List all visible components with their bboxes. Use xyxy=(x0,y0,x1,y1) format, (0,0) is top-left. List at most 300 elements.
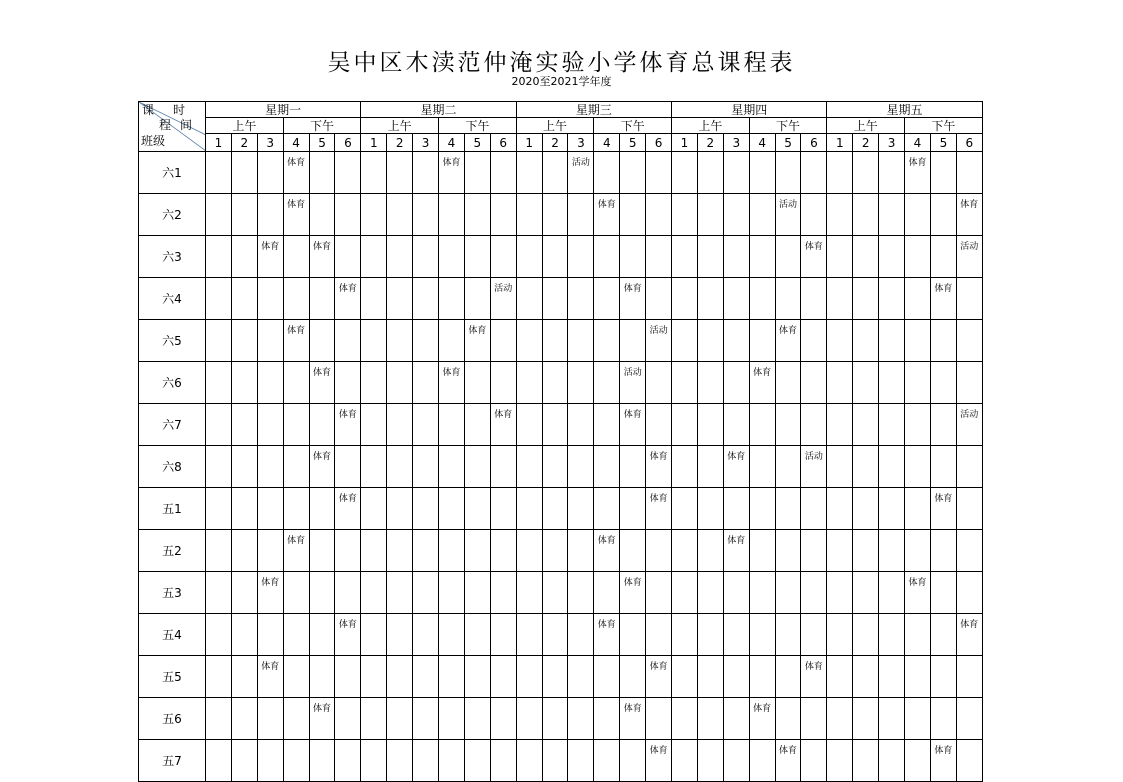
schedule-cell xyxy=(646,278,672,320)
schedule-cell xyxy=(283,698,309,740)
day-header: 星期一 xyxy=(206,102,361,118)
schedule-cell xyxy=(594,152,620,194)
schedule-cell xyxy=(387,152,413,194)
schedule-cell xyxy=(930,572,956,614)
schedule-cell xyxy=(516,320,542,362)
period-number: 6 xyxy=(956,134,982,152)
schedule-cell xyxy=(464,404,490,446)
schedule-cell xyxy=(723,194,749,236)
page-title: 吴中区木渎范仲淹实验小学体育总课程表 xyxy=(327,50,796,76)
schedule-cell: 活动 xyxy=(568,152,594,194)
schedule-cell xyxy=(335,320,361,362)
schedule-cell xyxy=(542,194,568,236)
schedule-cell xyxy=(697,530,723,572)
schedule-cell xyxy=(697,152,723,194)
schedule-cell xyxy=(594,362,620,404)
schedule-cell xyxy=(206,740,232,782)
schedule-cell xyxy=(827,572,853,614)
schedule-cell: 体育 xyxy=(439,152,465,194)
schedule-cell xyxy=(827,698,853,740)
schedule-cell xyxy=(335,698,361,740)
schedule-cell xyxy=(853,404,879,446)
schedule-cell: 体育 xyxy=(309,236,335,278)
schedule-cell xyxy=(956,278,982,320)
class-name-cell: 五3 xyxy=(139,572,206,614)
schedule-cell xyxy=(413,194,439,236)
schedule-cell xyxy=(594,278,620,320)
page-subtitle: 2020至2021学年度 xyxy=(511,75,612,88)
day-header-row xyxy=(139,102,983,118)
schedule-cell xyxy=(594,488,620,530)
schedule-cell xyxy=(257,320,283,362)
period-number: 6 xyxy=(646,134,672,152)
schedule-cell xyxy=(930,446,956,488)
schedule-cell xyxy=(206,320,232,362)
schedule-cell: 体育 xyxy=(723,530,749,572)
schedule-cell xyxy=(697,572,723,614)
schedule-cell xyxy=(672,656,698,698)
schedule-cell xyxy=(490,488,516,530)
schedule-cell: 体育 xyxy=(646,488,672,530)
schedule-cell xyxy=(594,236,620,278)
schedule-cell xyxy=(646,236,672,278)
schedule-cell xyxy=(231,362,257,404)
schedule-cell xyxy=(646,152,672,194)
schedule-cell xyxy=(568,404,594,446)
schedule-cell xyxy=(775,236,801,278)
schedule-cell xyxy=(231,656,257,698)
class-row xyxy=(139,152,983,194)
schedule-cell xyxy=(335,530,361,572)
schedule-cell xyxy=(879,152,905,194)
class-name-cell: 六7 xyxy=(139,404,206,446)
schedule-cell: 体育 xyxy=(309,698,335,740)
period-number: 1 xyxy=(827,134,853,152)
schedule-cell xyxy=(749,320,775,362)
schedule-cell xyxy=(620,236,646,278)
class-name-cell: 六1 xyxy=(139,152,206,194)
schedule-cell xyxy=(231,404,257,446)
afternoon-header: 下午 xyxy=(594,118,672,134)
schedule-cell xyxy=(542,404,568,446)
schedule-cell xyxy=(620,740,646,782)
schedule-cell xyxy=(257,446,283,488)
schedule-cell xyxy=(801,362,827,404)
schedule-cell: 体育 xyxy=(335,488,361,530)
schedule-cell xyxy=(413,530,439,572)
schedule-cell xyxy=(827,236,853,278)
schedule-cell xyxy=(879,488,905,530)
schedule-table xyxy=(138,101,983,782)
schedule-cell xyxy=(231,572,257,614)
class-row xyxy=(139,530,983,572)
schedule-cell xyxy=(439,404,465,446)
schedule-cell xyxy=(257,530,283,572)
schedule-cell xyxy=(361,740,387,782)
schedule-cell xyxy=(905,236,931,278)
corner-label-ke: 课 xyxy=(142,103,155,117)
schedule-cell xyxy=(646,698,672,740)
schedule-cell xyxy=(387,698,413,740)
schedule-cell xyxy=(413,698,439,740)
schedule-cell xyxy=(905,656,931,698)
schedule-cell xyxy=(283,488,309,530)
schedule-cell xyxy=(749,152,775,194)
schedule-cell xyxy=(827,614,853,656)
class-name-cell: 六4 xyxy=(139,278,206,320)
schedule-cell xyxy=(464,236,490,278)
class-name-cell: 五5 xyxy=(139,656,206,698)
schedule-cell xyxy=(361,194,387,236)
schedule-cell xyxy=(956,488,982,530)
schedule-cell xyxy=(387,320,413,362)
schedule-cell: 体育 xyxy=(775,740,801,782)
schedule-cell xyxy=(697,614,723,656)
schedule-cell xyxy=(231,446,257,488)
schedule-cell xyxy=(723,236,749,278)
period-number: 4 xyxy=(749,134,775,152)
schedule-cell: 体育 xyxy=(283,152,309,194)
schedule-cell xyxy=(749,278,775,320)
period-number: 1 xyxy=(516,134,542,152)
schedule-cell xyxy=(879,236,905,278)
schedule-cell xyxy=(749,530,775,572)
schedule-cell xyxy=(775,278,801,320)
schedule-cell xyxy=(620,446,646,488)
period-number: 4 xyxy=(594,134,620,152)
schedule-cell xyxy=(568,446,594,488)
schedule-cell xyxy=(697,446,723,488)
class-name-cell: 五4 xyxy=(139,614,206,656)
schedule-cell xyxy=(853,446,879,488)
corner-label-banji: 班级 xyxy=(141,134,166,148)
schedule-cell xyxy=(801,740,827,782)
schedule-cell xyxy=(749,572,775,614)
schedule-cell: 体育 xyxy=(283,530,309,572)
schedule-cell xyxy=(464,530,490,572)
class-row xyxy=(139,488,983,530)
schedule-cell xyxy=(672,698,698,740)
schedule-cell xyxy=(801,152,827,194)
period-number: 5 xyxy=(930,134,956,152)
schedule-cell xyxy=(801,278,827,320)
schedule-cell: 体育 xyxy=(620,572,646,614)
schedule-cell: 活动 xyxy=(956,404,982,446)
period-number: 3 xyxy=(257,134,283,152)
class-name-cell: 六6 xyxy=(139,362,206,404)
schedule-cell xyxy=(516,236,542,278)
schedule-cell xyxy=(956,152,982,194)
schedule-cell xyxy=(335,572,361,614)
schedule-cell xyxy=(956,362,982,404)
schedule-cell xyxy=(905,362,931,404)
schedule-cell xyxy=(930,194,956,236)
schedule-cell xyxy=(905,446,931,488)
schedule-cell xyxy=(568,656,594,698)
schedule-cell xyxy=(723,740,749,782)
schedule-cell xyxy=(568,278,594,320)
schedule-cell xyxy=(697,656,723,698)
schedule-cell xyxy=(827,530,853,572)
schedule-cell xyxy=(439,194,465,236)
schedule-cell xyxy=(723,320,749,362)
schedule-cell xyxy=(672,530,698,572)
schedule-cell xyxy=(387,404,413,446)
schedule-cell xyxy=(568,530,594,572)
schedule-cell xyxy=(413,152,439,194)
schedule-cell xyxy=(853,152,879,194)
schedule-cell: 体育 xyxy=(490,404,516,446)
schedule-cell xyxy=(516,698,542,740)
schedule-cell xyxy=(775,488,801,530)
schedule-cell xyxy=(542,236,568,278)
schedule-cell xyxy=(439,614,465,656)
schedule-cell xyxy=(361,152,387,194)
schedule-cell xyxy=(775,152,801,194)
schedule-cell xyxy=(697,320,723,362)
schedule-cell xyxy=(594,740,620,782)
schedule-cell xyxy=(206,404,232,446)
schedule-cell xyxy=(542,572,568,614)
schedule-cell xyxy=(853,698,879,740)
schedule-cell xyxy=(879,278,905,320)
schedule-cell xyxy=(206,488,232,530)
schedule-cell xyxy=(930,320,956,362)
schedule-cell xyxy=(206,152,232,194)
schedule-cell xyxy=(361,698,387,740)
schedule-cell xyxy=(387,278,413,320)
day-header: 星期五 xyxy=(827,102,982,118)
schedule-cell xyxy=(439,278,465,320)
schedule-cell xyxy=(646,614,672,656)
schedule-cell xyxy=(206,362,232,404)
schedule-cell xyxy=(439,320,465,362)
schedule-cell xyxy=(905,614,931,656)
schedule-cell xyxy=(853,530,879,572)
schedule-cell xyxy=(490,446,516,488)
schedule-cell xyxy=(413,236,439,278)
class-row xyxy=(139,404,983,446)
schedule-cell xyxy=(542,446,568,488)
period-number: 1 xyxy=(206,134,232,152)
schedule-cell xyxy=(620,194,646,236)
schedule-cell xyxy=(879,362,905,404)
corner-label-shi: 时 xyxy=(173,103,186,117)
schedule-cell xyxy=(413,320,439,362)
schedule-cell: 体育 xyxy=(620,404,646,446)
period-number: 2 xyxy=(231,134,257,152)
schedule-cell xyxy=(309,194,335,236)
schedule-cell xyxy=(775,656,801,698)
class-name-cell: 六2 xyxy=(139,194,206,236)
class-row xyxy=(139,320,983,362)
schedule-cell: 体育 xyxy=(646,740,672,782)
schedule-cell xyxy=(620,614,646,656)
period-number: 3 xyxy=(568,134,594,152)
schedule-cell xyxy=(672,194,698,236)
schedule-cell xyxy=(827,404,853,446)
schedule-cell: 体育 xyxy=(646,656,672,698)
schedule-cell xyxy=(361,530,387,572)
schedule-cell xyxy=(672,320,698,362)
schedule-cell xyxy=(827,152,853,194)
class-row xyxy=(139,446,983,488)
class-name-cell: 六8 xyxy=(139,446,206,488)
schedule-cell xyxy=(879,194,905,236)
class-row xyxy=(139,740,983,782)
schedule-cell xyxy=(801,194,827,236)
schedule-cell: 体育 xyxy=(335,404,361,446)
schedule-cell xyxy=(231,614,257,656)
period-number: 1 xyxy=(672,134,698,152)
period-number: 6 xyxy=(801,134,827,152)
schedule-cell: 体育 xyxy=(257,656,283,698)
schedule-cell xyxy=(231,488,257,530)
schedule-cell xyxy=(801,488,827,530)
schedule-cell: 体育 xyxy=(464,320,490,362)
schedule-cell xyxy=(361,446,387,488)
schedule-cell xyxy=(283,740,309,782)
schedule-cell xyxy=(749,194,775,236)
schedule-cell xyxy=(568,740,594,782)
schedule-cell xyxy=(827,362,853,404)
schedule-cell xyxy=(853,278,879,320)
period-number: 5 xyxy=(620,134,646,152)
schedule-cell xyxy=(905,278,931,320)
schedule-cell xyxy=(490,194,516,236)
schedule-cell xyxy=(542,362,568,404)
schedule-cell xyxy=(905,404,931,446)
schedule-cell xyxy=(930,530,956,572)
period-number: 5 xyxy=(775,134,801,152)
schedule-cell xyxy=(387,194,413,236)
class-row xyxy=(139,194,983,236)
schedule-cell xyxy=(930,236,956,278)
schedule-cell xyxy=(853,194,879,236)
day-header: 星期二 xyxy=(361,102,516,118)
schedule-cell xyxy=(516,362,542,404)
schedule-cell xyxy=(853,236,879,278)
schedule-cell xyxy=(464,362,490,404)
schedule-cell xyxy=(206,446,232,488)
schedule-cell xyxy=(516,656,542,698)
class-name-cell: 六5 xyxy=(139,320,206,362)
schedule-cell xyxy=(413,278,439,320)
schedule-cell xyxy=(231,194,257,236)
schedule-cell xyxy=(672,152,698,194)
schedule-cell xyxy=(801,614,827,656)
schedule-cell xyxy=(827,320,853,362)
schedule-cell xyxy=(697,278,723,320)
schedule-cell xyxy=(516,404,542,446)
class-row xyxy=(139,656,983,698)
class-name-cell: 五7 xyxy=(139,740,206,782)
schedule-cell xyxy=(542,152,568,194)
schedule-cell xyxy=(568,488,594,530)
schedule-cell xyxy=(749,404,775,446)
class-row xyxy=(139,236,983,278)
afternoon-header: 下午 xyxy=(439,118,517,134)
schedule-cell xyxy=(568,194,594,236)
schedule-cell: 体育 xyxy=(905,572,931,614)
schedule-cell xyxy=(956,530,982,572)
schedule-cell xyxy=(257,698,283,740)
schedule-cell xyxy=(568,362,594,404)
schedule-cell xyxy=(697,488,723,530)
period-number: 2 xyxy=(853,134,879,152)
schedule-cell xyxy=(672,236,698,278)
schedule-cell xyxy=(672,572,698,614)
schedule-cell xyxy=(490,740,516,782)
schedule-cell xyxy=(956,740,982,782)
schedule-cell xyxy=(231,320,257,362)
day-header: 星期四 xyxy=(672,102,827,118)
schedule-cell xyxy=(231,530,257,572)
schedule-cell xyxy=(542,614,568,656)
schedule-cell: 活动 xyxy=(646,320,672,362)
schedule-cell xyxy=(879,404,905,446)
schedule-cell xyxy=(335,362,361,404)
schedule-cell xyxy=(309,404,335,446)
period-header-row xyxy=(139,134,983,152)
schedule-cell xyxy=(801,320,827,362)
schedule-cell xyxy=(387,236,413,278)
schedule-cell: 体育 xyxy=(930,488,956,530)
schedule-cell: 体育 xyxy=(930,278,956,320)
schedule-cell xyxy=(801,404,827,446)
schedule-cell xyxy=(697,404,723,446)
schedule-cell xyxy=(413,740,439,782)
schedule-cell xyxy=(283,572,309,614)
schedule-cell xyxy=(335,236,361,278)
schedule-cell: 活动 xyxy=(775,194,801,236)
schedule-cell xyxy=(516,614,542,656)
schedule-cell xyxy=(879,740,905,782)
schedule-cell xyxy=(516,152,542,194)
schedule-cell xyxy=(827,656,853,698)
schedule-cell xyxy=(697,362,723,404)
schedule-cell xyxy=(568,698,594,740)
schedule-cell xyxy=(568,320,594,362)
schedule-cell xyxy=(542,320,568,362)
schedule-cell: 体育 xyxy=(775,320,801,362)
schedule-cell xyxy=(413,572,439,614)
corner-header-cell xyxy=(139,102,206,152)
schedule-cell xyxy=(439,740,465,782)
schedule-cell xyxy=(206,614,232,656)
schedule-cell xyxy=(464,698,490,740)
schedule-cell xyxy=(387,488,413,530)
schedule-cell xyxy=(283,656,309,698)
schedule-cell xyxy=(879,656,905,698)
schedule-cell xyxy=(801,572,827,614)
schedule-cell xyxy=(516,572,542,614)
schedule-cell: 体育 xyxy=(723,446,749,488)
schedule-cell xyxy=(879,572,905,614)
schedule-cell xyxy=(905,740,931,782)
schedule-cell xyxy=(387,740,413,782)
schedule-cell xyxy=(257,614,283,656)
schedule-cell xyxy=(439,572,465,614)
afternoon-header: 下午 xyxy=(749,118,827,134)
schedule-cell xyxy=(309,740,335,782)
period-number: 4 xyxy=(283,134,309,152)
schedule-cell xyxy=(905,320,931,362)
schedule-cell xyxy=(490,656,516,698)
schedule-cell xyxy=(361,278,387,320)
period-number: 5 xyxy=(309,134,335,152)
schedule-cell xyxy=(723,656,749,698)
